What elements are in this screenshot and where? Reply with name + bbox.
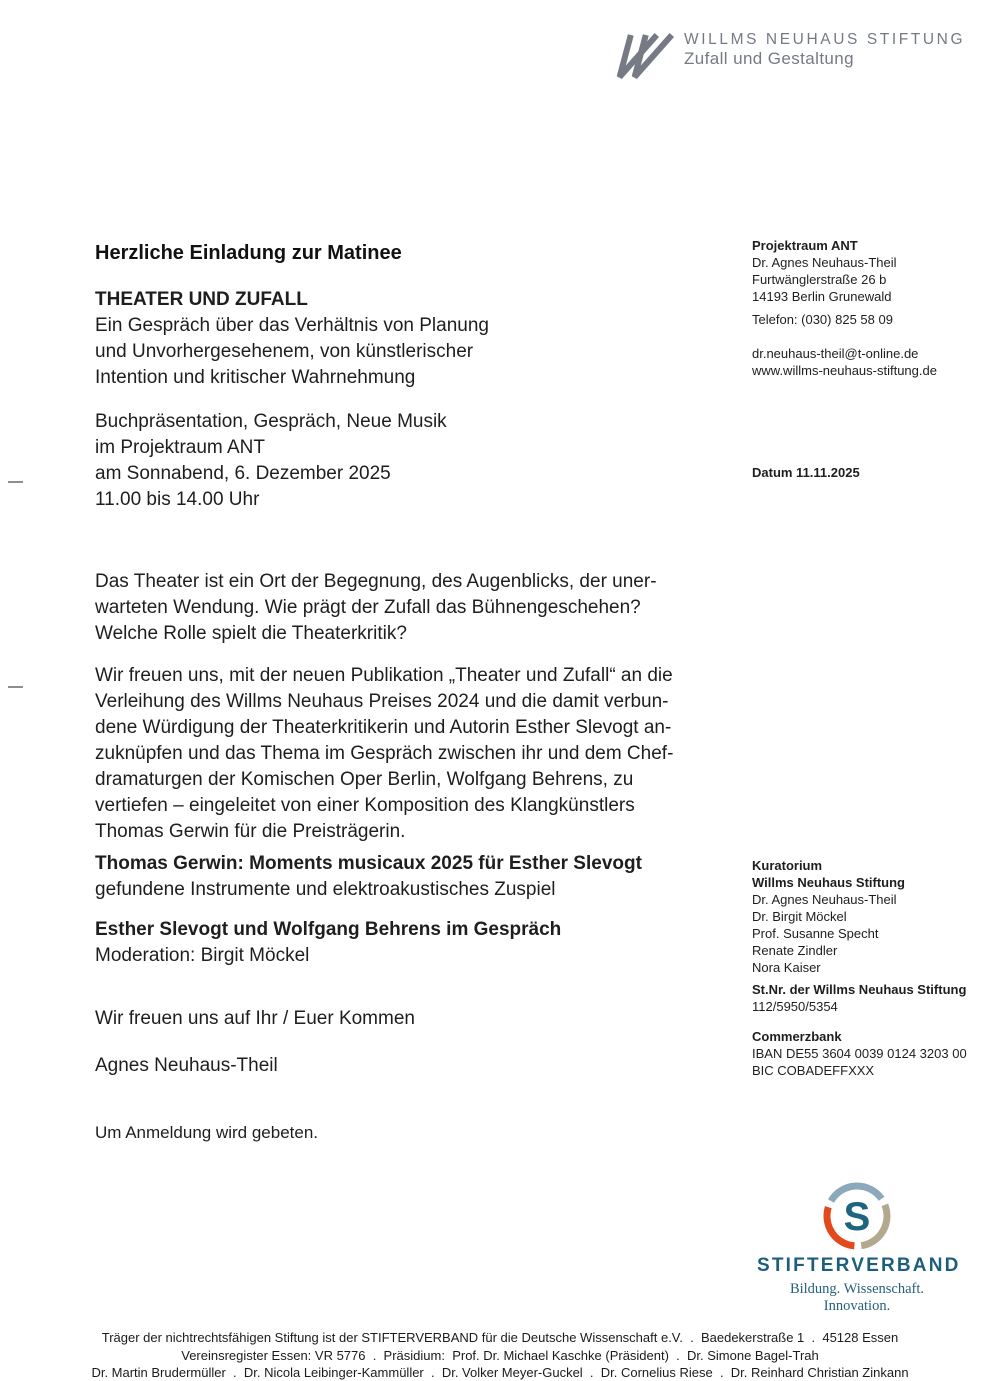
fold-mark-bottom — [8, 686, 23, 688]
brand-text — [684, 30, 965, 68]
bank-bic: BIC COBADEFFXXX — [752, 1063, 875, 1078]
date-line: Datum 11.11.2025 — [752, 465, 860, 480]
paragraph-line: Wir freuen uns, mit der neuen Publikation „Theater und Zufall“ an die — [95, 665, 673, 686]
contact-city: 14193 Berlin Grunewald — [752, 289, 892, 304]
body-paragraph-2 — [95, 663, 725, 845]
bank-iban: IBAN DE55 3604 0039 0124 3203 00 — [752, 1046, 967, 1061]
w-monogram-icon — [606, 33, 676, 79]
event-details-line: 11.00 bis 14.00 Uhr — [95, 489, 260, 510]
stifterverband-wordmark: STIFTERVERBAND — [757, 1255, 961, 1276]
brand-logo — [606, 30, 965, 79]
paragraph-line: dramaturgen der Komischen Oper Berlin, Wolfgang Behrens, zu — [95, 769, 634, 790]
body-paragraph-1 — [95, 569, 725, 647]
contact-online-block — [752, 345, 987, 379]
footer — [0, 1329, 1000, 1381]
event-heading: THEATER UND ZUFALL — [95, 289, 308, 310]
stifterverband-tagline: Bildung. Wissenschaft. Innovation. — [789, 1281, 925, 1314]
kuratorium-block — [752, 857, 987, 976]
event-subtitle-line: und Unvorhergesehenem, von künstlerischer — [95, 341, 474, 362]
event-details-line: im Projektraum ANT — [95, 437, 265, 458]
event-block — [95, 287, 725, 391]
program-2-title: Esther Slevogt und Wolfgang Behrens im Gespräch — [95, 919, 562, 940]
event-details-line: am Sonnabend, 6. Dezember 2025 — [95, 463, 391, 484]
paragraph-line: Welche Rolle spielt die Theaterkritik? — [95, 623, 407, 644]
footer-line-2: Vereinsregister Essen: VR 5776 . Präsidium: Prof. Dr. Michael Kaschke (Präsident) . Dr. Simone Bagel-Trah — [181, 1347, 819, 1363]
paragraph-line: Das Theater ist ein Ort der Begegnung, des Augenblicks, der uner- — [95, 571, 657, 592]
brand-name: WILLMS NEUHAUS STIFTUNG — [684, 31, 966, 48]
kuratorium-member: Nora Kaiser — [752, 960, 821, 975]
stifterverband-monogram: S — [843, 1195, 871, 1239]
tax-number-block — [752, 981, 987, 1015]
contact-email: dr.neuhaus-theil@t-online.de — [752, 346, 919, 361]
paragraph-line: Verleihung des Willms Neuhaus Preises 2024 und die damit verbun- — [95, 691, 669, 712]
contact-street: Furtwänglerstraße 26 b — [752, 272, 887, 287]
contact-phone: Telefon: (030) 825 58 09 — [752, 312, 893, 327]
event-details-block — [95, 409, 725, 513]
paragraph-line: warteten Wendung. Wie prägt der Zufall das Bühnengeschehen? — [95, 597, 641, 618]
contact-website: www.willms-neuhaus-stiftung.de — [752, 363, 937, 378]
closing-line: Wir freuen uns auf Ihr / Euer Kommen — [95, 1008, 415, 1029]
tax-number-title: St.Nr. der Willms Neuhaus Stiftung — [752, 982, 967, 997]
kuratorium-org: Willms Neuhaus Stiftung — [752, 875, 905, 890]
kuratorium-title: Kuratorium — [752, 858, 823, 873]
registration-note: Um Anmeldung wird gebeten. — [95, 1123, 319, 1142]
letter-title: Herzliche Einladung zur Matinee — [95, 242, 402, 264]
contact-name: Dr. Agnes Neuhaus-Theil — [752, 255, 897, 270]
footer-line-3: Dr. Martin Brudermüller . Dr. Nicola Leibinger-Kammüller . Dr. Volker Meyer-Guckel . Dr. Cornelius Riese . Dr. Reinhard Christian Zinkann — [91, 1365, 909, 1380]
kuratorium-member: Renate Zindler — [752, 943, 838, 958]
program-1-title: Thomas Gerwin: Moments musicaux 2025 für Esther Slevogt — [95, 853, 642, 874]
paragraph-line: Thomas Gerwin für die Preisträgerin. — [95, 821, 406, 842]
paragraph-line: zuknüpfen und das Thema im Gespräch zwischen ihr und dem Chef- — [95, 743, 674, 764]
paragraph-line: vertiefen – eingeleitet von einer Komposition des Klangkünstlers — [95, 795, 635, 816]
footer-line-1: Träger der nichtrechtsfähigen Stiftung ist der STIFTERVERBAND für die Deutsche Wissenschaft e.V. . Baedekerstraße 1 . 45128 Essen — [101, 1330, 899, 1345]
brand-tagline: Zufall und Gestaltung — [684, 49, 854, 68]
contact-title: Projektraum ANT — [752, 238, 858, 253]
fold-mark-top — [8, 481, 23, 483]
signature-name: Agnes Neuhaus-Theil — [95, 1055, 278, 1076]
event-subtitle-line: Intention und kritischer Wahrnehmung — [95, 367, 416, 388]
event-details-line: Buchpräsentation, Gespräch, Neue Musik — [95, 411, 447, 432]
paragraph-line: dene Würdigung der Theaterkritikerin und Autorin Esther Slevogt an- — [95, 717, 672, 738]
contact-block — [752, 237, 987, 305]
bank-block — [752, 1028, 987, 1079]
kuratorium-member: Dr. Agnes Neuhaus-Theil — [752, 892, 897, 907]
event-subtitle-line: Ein Gespräch über das Verhältnis von Planung — [95, 315, 489, 336]
kuratorium-member: Dr. Birgit Möckel — [752, 909, 847, 924]
tax-number-value: 112/5950/5354 — [752, 999, 838, 1014]
stifterverband-badge-icon — [817, 1176, 897, 1256]
program-1-subtitle: gefundene Instrumente und elektroakustisches Zuspiel — [95, 879, 556, 900]
program-2-subtitle: Moderation: Birgit Möckel — [95, 945, 310, 966]
kuratorium-member: Prof. Susanne Specht — [752, 926, 879, 941]
bank-name: Commerzbank — [752, 1029, 842, 1044]
